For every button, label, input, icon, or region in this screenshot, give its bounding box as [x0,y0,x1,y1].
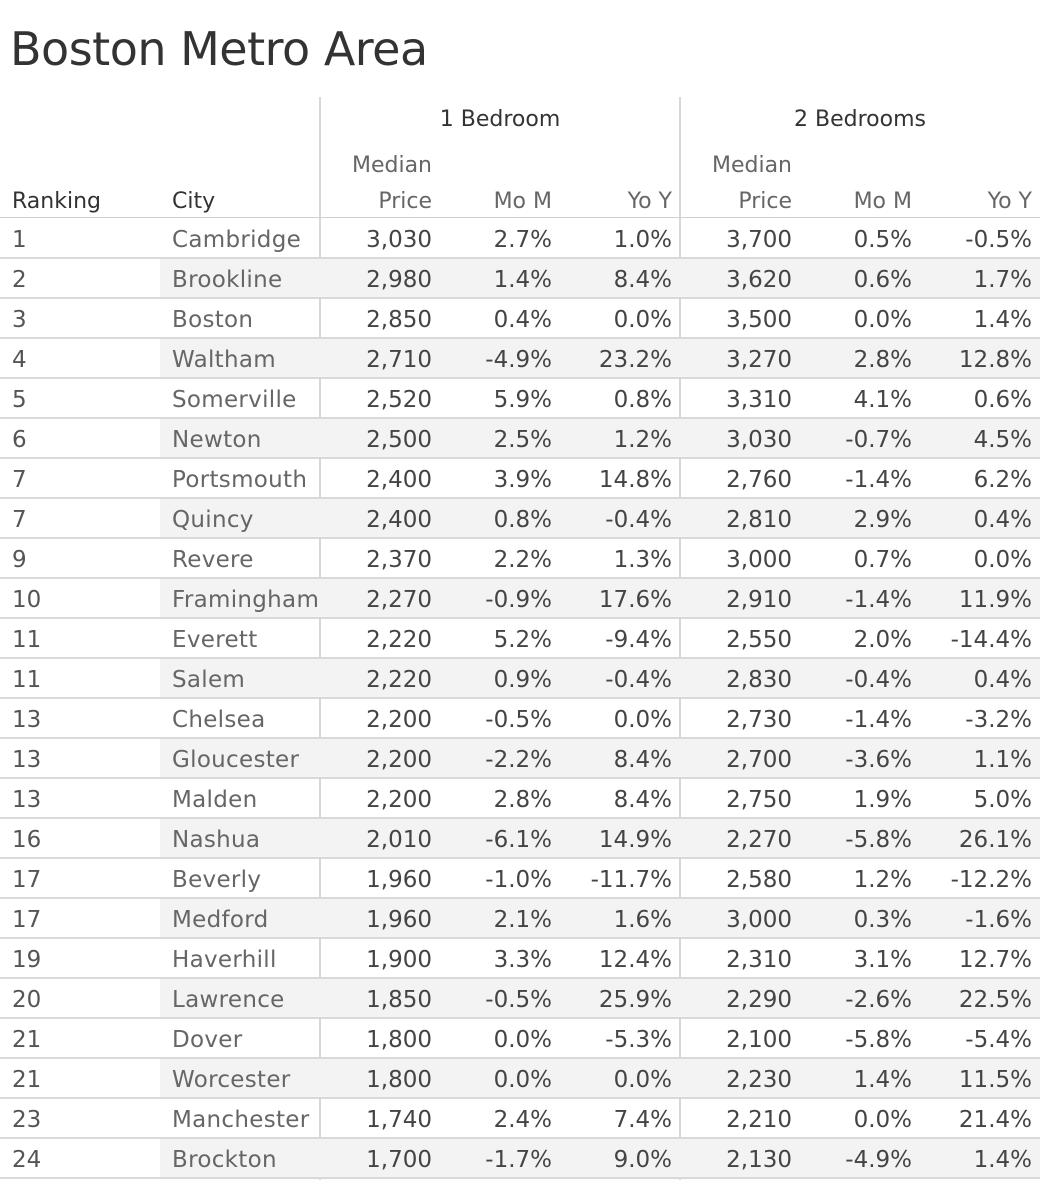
b2-price-cell: 3,000 [726,907,792,933]
b2-yoy-cell: 11.9% [958,587,1032,613]
b2-yoy-cell: 5.0% [973,787,1032,813]
rank-cell: 13 [12,747,42,773]
b1-yoy-cell: 1.3% [613,547,672,573]
table-row [0,1059,1040,1099]
b1-mom-cell: -1.7% [485,1147,552,1173]
b1-price-cell: 1,800 [366,1027,432,1053]
b2-yoy-cell: -0.5% [965,227,1032,253]
b1-mom-cell: -6.1% [485,827,552,853]
header-b1-yoy: Yo Y [627,189,672,214]
b1-yoy-cell: 14.8% [598,467,672,493]
page-title: Boston Metro Area [10,22,428,76]
b2-mom-cell: 0.3% [853,907,912,933]
b1-yoy-cell: 8.4% [613,747,672,773]
b2-mom-cell: -5.8% [845,1027,912,1053]
b2-price-cell: 3,310 [726,387,792,413]
table-row [0,459,1040,499]
b1-price-cell: 2,980 [366,267,432,293]
b2-price-cell: 2,760 [726,467,792,493]
header-b2-mom: Mo M [853,189,912,214]
b2-mom-cell: 2.8% [853,347,912,373]
b2-price-cell: 3,700 [726,227,792,253]
b2-mom-cell: 1.9% [853,787,912,813]
table-row [0,819,1040,859]
b2-yoy-cell: 12.8% [958,347,1032,373]
b1-price-cell: 1,850 [366,987,432,1013]
b2-price-cell: 3,270 [726,347,792,373]
b2-price-cell: 2,580 [726,867,792,893]
b1-yoy-cell: -0.4% [605,507,672,533]
b2-yoy-cell: 21.4% [958,1107,1032,1133]
table-row [0,939,1040,979]
table-row [0,979,1040,1019]
b1-mom-cell: 0.0% [493,1027,552,1053]
b1-price-cell: 3,030 [366,227,432,253]
b1-yoy-cell: 1.0% [613,227,672,253]
b2-yoy-cell: 6.2% [973,467,1032,493]
city-cell: Portsmouth [172,467,308,493]
b1-mom-cell: 2.7% [493,227,552,253]
b2-price-cell: 2,130 [726,1147,792,1173]
header-b2-median-line2: Price [738,189,792,214]
b1-price-cell: 2,370 [366,547,432,573]
table-row [0,339,1040,379]
rank-cell: 17 [12,907,42,933]
b1-yoy-cell: -5.3% [605,1027,672,1053]
b2-price-cell: 3,620 [726,267,792,293]
b1-mom-cell: -4.9% [485,347,552,373]
table-row [0,899,1040,939]
b2-price-cell: 2,210 [726,1107,792,1133]
rank-cell: 10 [12,587,42,613]
city-cell: Chelsea [172,707,266,733]
b1-price-cell: 2,500 [366,427,432,453]
b1-yoy-cell: 12.4% [598,947,672,973]
rank-cell: 20 [12,987,42,1013]
table-row [0,579,1040,619]
city-cell: Everett [172,627,258,653]
rank-cell: 17 [12,867,42,893]
b2-mom-cell: 2.9% [853,507,912,533]
table-row [0,419,1040,459]
rank-cell: 7 [12,467,27,493]
rank-cell: 21 [12,1027,42,1053]
b1-price-cell: 2,520 [366,387,432,413]
b1-price-cell: 2,400 [366,467,432,493]
rank-cell: 13 [12,707,42,733]
table-row [0,379,1040,419]
b2-yoy-cell: -14.4% [950,627,1032,653]
table-row [0,779,1040,819]
rank-cell: 21 [12,1067,42,1093]
b2-mom-cell: 0.5% [853,227,912,253]
b2-mom-cell: 0.6% [853,267,912,293]
b1-mom-cell: 0.9% [493,667,552,693]
b2-yoy-cell: 4.5% [973,427,1032,453]
b2-price-cell: 3,030 [726,427,792,453]
city-cell: Brockton [172,1147,277,1173]
city-cell: Gloucester [172,747,300,773]
table-row [0,699,1040,739]
b2-mom-cell: -1.4% [845,467,912,493]
city-cell: Worcester [172,1067,291,1093]
b2-yoy-cell: -5.4% [965,1027,1032,1053]
rank-cell: 11 [12,627,42,653]
city-cell: Medford [172,907,269,933]
b1-price-cell: 2,220 [366,627,432,653]
city-cell: Beverly [172,867,262,893]
b1-mom-cell: -1.0% [485,867,552,893]
table-row [0,259,1040,299]
b2-yoy-cell: 11.5% [958,1067,1032,1093]
city-cell: Quincy [172,507,254,533]
b1-mom-cell: 0.4% [493,307,552,333]
b1-price-cell: 2,200 [366,707,432,733]
b1-mom-cell: 1.4% [493,267,552,293]
b2-yoy-cell: 26.1% [958,827,1032,853]
table-row [0,539,1040,579]
b1-price-cell: 2,270 [366,587,432,613]
city-cell: Cambridge [172,227,302,253]
rank-cell: 1 [12,227,27,253]
b1-yoy-cell: 0.8% [613,387,672,413]
city-cell: Malden [172,787,258,813]
b2-yoy-cell: 1.7% [973,267,1032,293]
b1-yoy-cell: 0.0% [613,707,672,733]
city-cell: Framingham [172,587,320,613]
b2-price-cell: 2,550 [726,627,792,653]
b1-mom-cell: 2.5% [493,427,552,453]
b1-yoy-cell: 0.0% [613,1067,672,1093]
b1-mom-cell: 2.4% [493,1107,552,1133]
city-cell: Boston [172,307,254,333]
rank-cell: 11 [12,667,42,693]
city-cell: Haverhill [172,947,277,973]
b1-yoy-cell: 17.6% [598,587,672,613]
b1-mom-cell: -0.5% [485,707,552,733]
b1-yoy-cell: 23.2% [598,347,672,373]
group-header-1-bedroom: 1 Bedroom [439,107,561,132]
b2-yoy-cell: 0.6% [973,387,1032,413]
b1-mom-cell: -2.2% [485,747,552,773]
b2-price-cell: 2,810 [726,507,792,533]
city-cell: Somerville [172,387,297,413]
b1-yoy-cell: 8.4% [613,787,672,813]
city-cell: Newton [172,427,262,453]
b1-yoy-cell: 14.9% [598,827,672,853]
header-b2-median-line1: Median [711,153,792,178]
header-b2-yoy: Yo Y [987,189,1032,214]
b2-price-cell: 2,830 [726,667,792,693]
b2-price-cell: 3,500 [726,307,792,333]
b2-mom-cell: -0.4% [845,667,912,693]
rank-cell: 4 [12,347,27,373]
b1-yoy-cell: 25.9% [598,987,672,1013]
header-city: City [172,189,216,214]
table-row [0,659,1040,699]
b2-yoy-cell: 1.4% [973,307,1032,333]
b2-price-cell: 2,230 [726,1067,792,1093]
b2-yoy-cell: -1.6% [965,907,1032,933]
rank-cell: 23 [12,1107,42,1133]
b2-yoy-cell: 0.4% [973,667,1032,693]
rank-cell: 13 [12,787,42,813]
table-row [0,219,1040,259]
b1-price-cell: 2,200 [366,787,432,813]
rank-cell: 3 [12,307,27,333]
b2-price-cell: 2,750 [726,787,792,813]
b1-yoy-cell: -11.7% [590,867,672,893]
b1-mom-cell: 3.9% [493,467,552,493]
b1-mom-cell: 2.2% [493,547,552,573]
b1-mom-cell: -0.9% [485,587,552,613]
b2-mom-cell: 0.7% [853,547,912,573]
b2-mom-cell: 2.0% [853,627,912,653]
b2-mom-cell: -1.4% [845,587,912,613]
b2-price-cell: 2,700 [726,747,792,773]
b1-price-cell: 1,800 [366,1067,432,1093]
b2-mom-cell: -2.6% [845,987,912,1013]
city-cell: Nashua [172,827,261,853]
city-cell: Salem [172,667,246,693]
b1-price-cell: 1,960 [366,907,432,933]
b1-yoy-cell: 1.2% [613,427,672,453]
header-b1-median-line1: Median [351,153,432,178]
b1-mom-cell: 5.2% [493,627,552,653]
b2-price-cell: 2,310 [726,947,792,973]
table-row [0,859,1040,899]
table-row [0,1139,1040,1179]
b2-mom-cell: -5.8% [845,827,912,853]
b2-mom-cell: 3.1% [853,947,912,973]
rank-cell: 9 [12,547,27,573]
b2-mom-cell: 1.2% [853,867,912,893]
b1-price-cell: 2,010 [366,827,432,853]
city-cell: Manchester [172,1107,310,1133]
b2-yoy-cell: 1.4% [973,1147,1032,1173]
b1-mom-cell: 0.8% [493,507,552,533]
rank-cell: 16 [12,827,42,853]
b1-price-cell: 1,700 [366,1147,432,1173]
b2-mom-cell: -3.6% [845,747,912,773]
table-row [0,739,1040,779]
b2-mom-cell: 1.4% [853,1067,912,1093]
b2-price-cell: 2,270 [726,827,792,853]
city-cell: Lawrence [172,987,285,1013]
city-cell: Waltham [172,347,276,373]
b2-mom-cell: -4.9% [845,1147,912,1173]
b2-yoy-cell: -12.2% [950,867,1032,893]
b2-yoy-cell: 22.5% [958,987,1032,1013]
b1-mom-cell: 3.3% [493,947,552,973]
table-row [0,1019,1040,1059]
rank-cell: 6 [12,427,27,453]
b1-price-cell: 2,710 [366,347,432,373]
b1-yoy-cell: 7.4% [613,1107,672,1133]
b2-price-cell: 2,730 [726,707,792,733]
rank-cell: 24 [12,1147,42,1173]
rank-cell: 2 [12,267,27,293]
b1-yoy-cell: -0.4% [605,667,672,693]
b1-yoy-cell: 0.0% [613,307,672,333]
rank-cell: 19 [12,947,42,973]
table-row [0,1099,1040,1139]
b1-mom-cell: -0.5% [485,987,552,1013]
header-ranking: Ranking [12,189,101,214]
table-row [0,499,1040,539]
b2-price-cell: 2,290 [726,987,792,1013]
b2-mom-cell: -1.4% [845,707,912,733]
b1-mom-cell: 2.1% [493,907,552,933]
b1-yoy-cell: 1.6% [613,907,672,933]
b1-mom-cell: 2.8% [493,787,552,813]
rank-cell: 5 [12,387,27,413]
b1-price-cell: 1,960 [366,867,432,893]
city-cell: Revere [172,547,254,573]
b2-mom-cell: 4.1% [853,387,912,413]
b2-mom-cell: 0.0% [853,1107,912,1133]
city-cell: Dover [172,1027,243,1053]
b1-price-cell: 2,400 [366,507,432,533]
city-cell: Brookline [172,267,283,293]
b2-price-cell: 2,910 [726,587,792,613]
b2-price-cell: 2,100 [726,1027,792,1053]
b1-price-cell: 1,740 [366,1107,432,1133]
b2-yoy-cell: 0.4% [973,507,1032,533]
b1-price-cell: 2,850 [366,307,432,333]
b1-mom-cell: 5.9% [493,387,552,413]
b1-yoy-cell: 9.0% [613,1147,672,1173]
header-b1-median-line2: Price [378,189,432,214]
b2-yoy-cell: 0.0% [973,547,1032,573]
table-row [0,299,1040,339]
rank-cell: 7 [12,507,27,533]
b1-price-cell: 1,900 [366,947,432,973]
b1-mom-cell: 0.0% [493,1067,552,1093]
b1-yoy-cell: -9.4% [605,627,672,653]
b2-mom-cell: -0.7% [845,427,912,453]
header-b1-mom: Mo M [493,189,552,214]
b2-mom-cell: 0.0% [853,307,912,333]
b1-price-cell: 2,220 [366,667,432,693]
group-header-2-bedrooms: 2 Bedrooms [794,107,926,132]
b2-price-cell: 3,000 [726,547,792,573]
b2-yoy-cell: -3.2% [965,707,1032,733]
header-divider [0,217,1040,218]
b2-yoy-cell: 12.7% [958,947,1032,973]
table-row [0,619,1040,659]
b1-price-cell: 2,200 [366,747,432,773]
b1-yoy-cell: 8.4% [613,267,672,293]
b2-yoy-cell: 1.1% [973,747,1032,773]
